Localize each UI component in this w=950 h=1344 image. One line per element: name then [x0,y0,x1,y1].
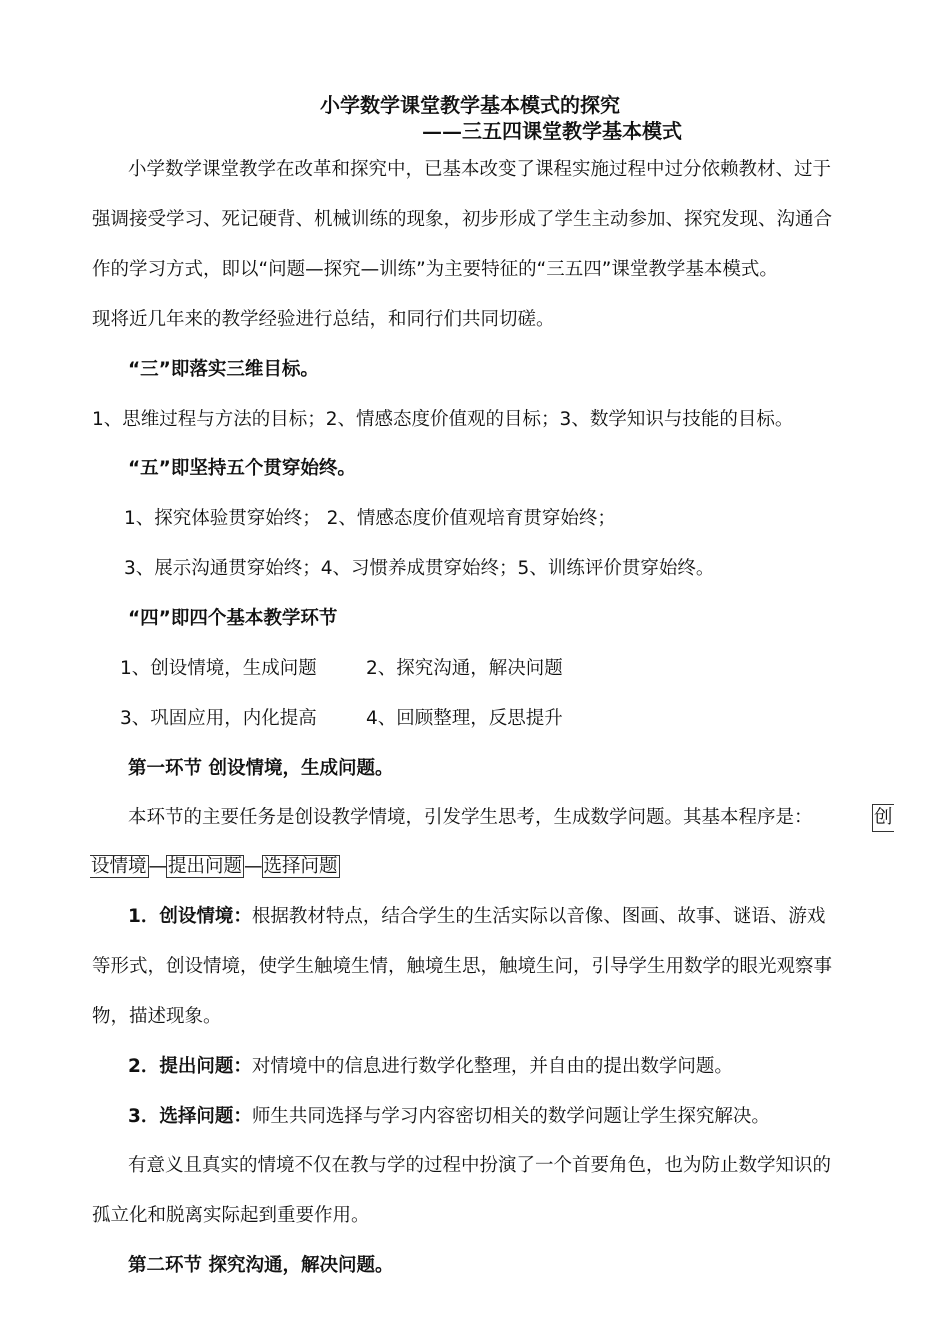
four-heading: “四”即四个基本教学环节 [128,608,338,629]
step2-line [128,1054,733,1080]
five-line-2: 3、展示沟通贯穿始终；4、习惯养成贯穿始终；5、训练评价贯穿始终。 [124,558,715,579]
step1-line-2: 等形式，创设情境，使学生触境生情，触境生思，触境生问，引导学生用数学的眼光观察事 [92,956,833,977]
document-subtitle: ——三五四课堂教学基本模式 [422,119,682,143]
three-heading: “三”即落实三维目标。 [128,359,319,380]
intro-line-2: 强调接受学习、死记硬背、机械训练的现象，初步形成了学生主动参加、探究发现、沟通合 [92,209,833,230]
four-item-4: 4、回顾整理，反思提升 [366,708,563,729]
step3-label: 3．选择问题： [128,1106,252,1127]
step2-label: 2．提出问题： [128,1056,252,1077]
step3-text: 师生共同选择与学习内容密切相关的数学问题让学生探究解决。 [251,1106,770,1127]
section2-heading: 第二环节 探究沟通，解决问题。 [128,1255,394,1276]
three-goals: 1、思维过程与方法的目标；2、情感态度价值观的目标；3、数学知识与技能的目标。 [92,409,794,430]
intro-line-4: 现将近几年来的教学经验进行总结，和同行们共同切磋。 [92,309,555,330]
step1-line-1 [128,904,825,930]
step1-label: 1．创设情境： [128,906,252,927]
five-line-1: 1、探究体验贯穿始终； 2、情感态度价值观培育贯穿始终； [124,508,616,529]
step1-text: 根据教材特点，结合学生的生活实际以音像、图画、故事、谜语、游戏 [251,906,826,927]
flow-box-raise-question: 提出问题 [168,856,243,877]
intro-line-1: 小学数学课堂教学在改革和探究中，已基本改变了课程实施过程中过分依赖教材、过于 [128,159,832,180]
step3-line [128,1104,770,1130]
summary-line-1: 有意义且真实的情境不仅在教与学的过程中扮演了一个首要角色，也为防止数学知识的 [128,1155,832,1176]
flow-separator: — [148,856,167,877]
step1-line-3: 物，描述现象。 [92,1006,222,1027]
flow-box-create-part1: 创 [872,804,894,832]
summary-line-2: 孤立化和脱离实际起到重要作用。 [92,1205,370,1226]
section1-task-text: 本环节的主要任务是创设教学情境，引发学生思考，生成数学问题。其基本程序是： [128,807,813,828]
document-title: 小学数学课堂教学基本模式的探究 [320,93,620,117]
flow-box-select-question: 选择问题 [263,856,338,877]
section1-heading: 第一环节 创设情境，生成问题。 [128,758,394,779]
four-item-2: 2、探究沟通，解决问题 [366,658,563,679]
intro-line-3: 作的学习方式，即以“问题—探究—训练”为主要特征的“三五四”课堂教学基本模式。 [92,259,778,280]
section1-flow [90,854,340,880]
flow-box-create-part2: 设情境 [91,856,147,877]
four-item-3: 3、巩固应用，内化提高 [120,708,317,729]
five-heading: “五”即坚持五个贯穿始终。 [128,458,356,479]
four-item-1: 1、创设情境，生成问题 [120,658,317,679]
step2-text: 对情境中的信息进行数学化整理，并自由的提出数学问题。 [251,1056,733,1077]
flow-separator: — [244,856,262,877]
